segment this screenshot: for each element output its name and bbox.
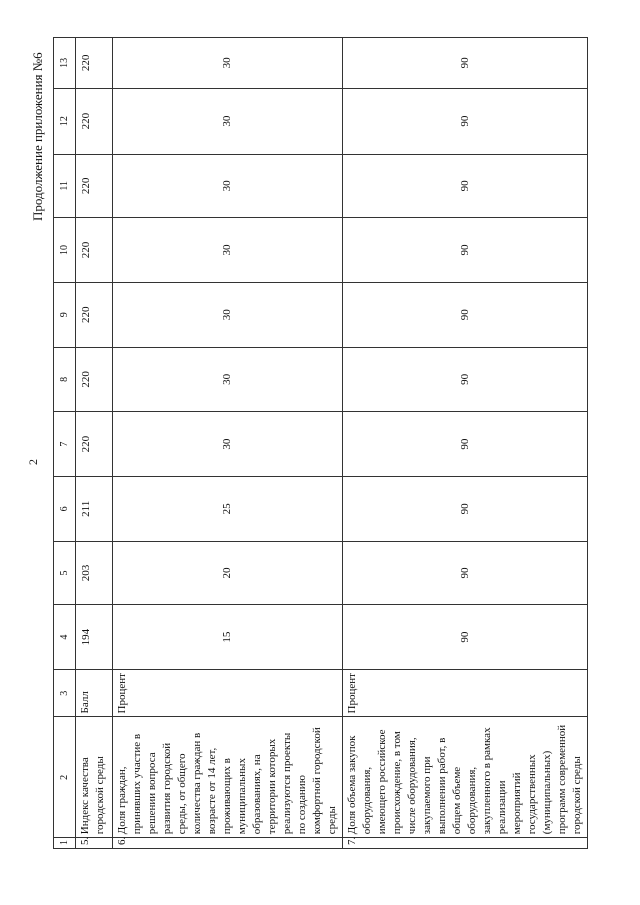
row-number: 7. bbox=[343, 838, 588, 849]
value-cell: 211 bbox=[76, 476, 113, 541]
header-cell: 12 bbox=[54, 88, 76, 154]
page-number: 2 bbox=[26, 459, 40, 465]
value-cell: 30 bbox=[113, 347, 343, 412]
header-cell: 3 bbox=[54, 670, 76, 717]
indicator-name: Доля объема закупок оборудования, имеющего российское происхождение, в том числе оборудования, закупаемого при выполнении работ, в общем объеме оборудования, закупленного в рамках реализации мероприятий государственных (муниципальных) программ современной городской среды bbox=[343, 717, 588, 838]
header-cell: 7 bbox=[54, 412, 76, 477]
header-cell: 6 bbox=[54, 476, 76, 541]
value-cell: 90 bbox=[343, 412, 588, 477]
header-cell: 13 bbox=[54, 38, 76, 89]
appendix-title: Продолжение приложения №6 bbox=[30, 52, 45, 221]
value-cell: 220 bbox=[76, 282, 113, 347]
indicator-table bbox=[53, 37, 588, 849]
value-cell: 30 bbox=[113, 218, 343, 283]
value-cell: 30 bbox=[113, 88, 343, 154]
table-row bbox=[76, 38, 113, 849]
table-header-row bbox=[54, 38, 76, 849]
header-cell: 5 bbox=[54, 541, 76, 605]
indicator-name: Доля граждан, принявших участие в решении вопроса развития городской среды, от общего количества граждан в возрасте от 14 лет, проживающих в муниципальных образованиях, на территории которых реализуются проекты по созданию комфортной городской среды bbox=[113, 717, 343, 838]
value-cell: 220 bbox=[76, 38, 113, 89]
value-cell: 90 bbox=[343, 347, 588, 412]
value-cell: 25 bbox=[113, 476, 343, 541]
value-cell: 220 bbox=[76, 154, 113, 218]
header-cell: 9 bbox=[54, 282, 76, 347]
unit-cell: Процент bbox=[343, 670, 588, 717]
header-cell: 1 bbox=[54, 838, 76, 849]
header-cell: 11 bbox=[54, 154, 76, 218]
table-row bbox=[343, 38, 588, 849]
value-cell: 90 bbox=[343, 218, 588, 283]
value-cell: 90 bbox=[343, 38, 588, 89]
value-cell: 220 bbox=[76, 347, 113, 412]
value-cell: 194 bbox=[76, 605, 113, 670]
indicator-name: Индекс качества городской среды bbox=[76, 717, 113, 838]
value-cell: 90 bbox=[343, 282, 588, 347]
value-cell: 90 bbox=[343, 88, 588, 154]
unit-cell: Процент bbox=[113, 670, 343, 717]
header-cell: 10 bbox=[54, 218, 76, 283]
value-cell: 220 bbox=[76, 412, 113, 477]
value-cell: 220 bbox=[76, 88, 113, 154]
value-cell: 15 bbox=[113, 605, 343, 670]
header-cell: 8 bbox=[54, 347, 76, 412]
header-cell: 2 bbox=[54, 717, 76, 838]
value-cell: 30 bbox=[113, 282, 343, 347]
row-number: 6. bbox=[113, 838, 343, 849]
row-number: 5. bbox=[76, 838, 113, 849]
unit-cell: Балл bbox=[76, 670, 113, 717]
value-cell: 220 bbox=[76, 218, 113, 283]
value-cell: 203 bbox=[76, 541, 113, 605]
value-cell: 30 bbox=[113, 38, 343, 89]
value-cell: 90 bbox=[343, 476, 588, 541]
value-cell: 30 bbox=[113, 154, 343, 218]
value-cell: 90 bbox=[343, 605, 588, 670]
table-row bbox=[113, 38, 343, 849]
value-cell: 90 bbox=[343, 541, 588, 605]
value-cell: 20 bbox=[113, 541, 343, 605]
header-cell: 4 bbox=[54, 605, 76, 670]
value-cell: 90 bbox=[343, 154, 588, 218]
value-cell: 30 bbox=[113, 412, 343, 477]
